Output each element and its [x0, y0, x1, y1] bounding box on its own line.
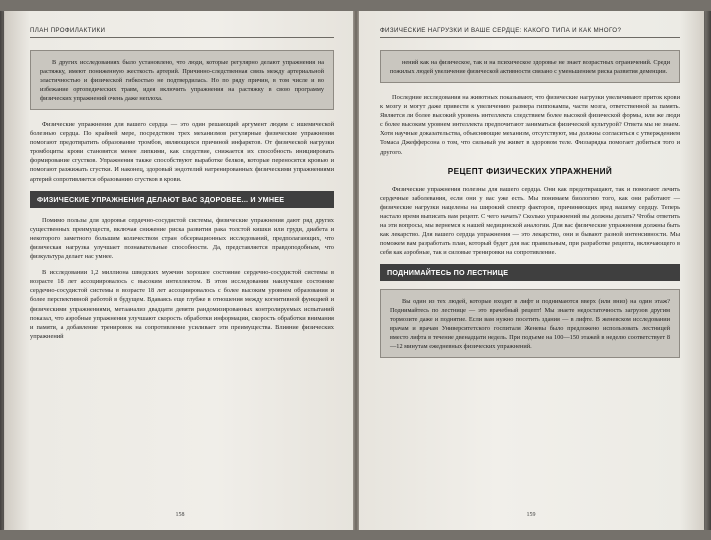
- left-top-callout-box: [30, 50, 334, 110]
- right-paragraph-2: Физические упражнения полезны для вашего сердца. Они как предотвращают, так и помогают лечить сердечные заболевания, если они у вас уже есть. Мы понимаем биологию того, как они работают — физические нагрузки нацелены на широкий спектр факторов, причиняющих вред вашему сердцу. Теперь настало время выписать вам рецепт. С чего начать? Сколько упражнений вы должны делать? Чтобы ответить на эти вопросы, мы вернемся к нашей медицинской аналогии. Для вас физические упражнения должны быть как лекарство. Для вашего сердца упражнения — это лекарство, они и бывают разной интенсивности. Мы поможем вам разработать план, который будет для вас правильным, при разработке рецепта, включающего в себя как аэробные, так и силовые тренировки на сопротивление.: [380, 185, 680, 257]
- right-page: [358, 11, 704, 530]
- spread-shadow-left: [0, 0, 5, 540]
- left-page-number: 158: [175, 512, 185, 518]
- right-running-head: ФИЗИЧЕСКИЕ НАГРУЗКИ И ВАШЕ СЕРДЦЕ: КАКОГО ТИПА И КАК МНОГО?: [380, 27, 680, 38]
- right-box-bottom-text: Вы один из тех людей, которые входят в лифт и поднимаются вверх (или вниз) на один этаж? Поднимайтесь по лестнице — это врачебный рецепт! Мы знаете недостаточность загрузов другим тормозите даже и поднятие. Если вам нужно посетить здания — в лифте. В женевском исследовании врачам и врачам Университетского госпиталя Женевы было предложено использовать лестницей вместо лифта в течение двенадцати недель. При подъеме на 100—150 этажей в неделю соответствует 8—12 минутам ежедневных физических упражнений.: [390, 298, 670, 351]
- right-page-number: 159: [526, 512, 536, 518]
- right-chapter-heading: РЕЦЕПТ ФИЗИЧЕСКИХ УПРАЖНЕНИЙ: [447, 166, 613, 176]
- right-top-callout-box: [380, 50, 680, 83]
- right-box-text: нений как на физическое, так и на психическое здоровье не знает возрастных ограничений. Среди пожилых людей увеличение физической активности связано с уменьшением риска развития деменции.: [390, 59, 670, 75]
- right-paragraph-1: Последние исследования на животных показывают, что физические нагрузки увеличивают приток крови к мозгу и могут даже привести к увеличению размера гиппокампа, части мозга, ответственной за память. Является ли более высокий уровень интеллекта следствием более высокой физической формы, или же люди с более высоким уровнем интеллекта предпочитают заниматься физической культурой? Ответа мы не знаем. Хотя научные доказательства, объясняющие механизм, отсутствуют, мы должны согласиться с утверждением Томаса Джефферсона о том, что сильный ум живет в здоровом теле. Физзарядка помогает добиться того и другого.: [380, 94, 680, 156]
- left-page: [4, 11, 356, 530]
- right-section-heading: ПОДНИМАЙТЕСЬ ПО ЛЕСТНИЦЕ: [380, 264, 680, 281]
- spread-shadow-top: [0, 0, 711, 11]
- spread-shadow-bottom: [0, 530, 711, 540]
- spread-shadow-right: [705, 0, 711, 540]
- book-gutter: [353, 11, 359, 530]
- right-bottom-callout-box: [380, 289, 680, 358]
- left-running-head: ПЛАН ПРОФИЛАКТИКИ: [30, 27, 334, 38]
- left-paragraph-1: Физические упражнения для вашего сердца — это один решающий аргумент людям с ишемической болезнью сердца. По крайней мере, посредством трех механизмов регулярные физические упражнения помогают предотвратить образование тромбов, являющихся причиной инфарктов. От физической нагрузки тромбоциты крови становятся менее липкими, как следствие, снижается их способность инициировать формирование сгустков. Упражнения также способствуют выработке белков, которые переносятся кровью и помогают разжижать сгустки. И наконец, здоровый эндотелий натренированных физическими упражнениями артерий сопротивляется образованию сгустков в крови.: [30, 121, 334, 183]
- left-paragraph-2: Помимо пользы для здоровья сердечно-сосудистой системы, физические упражнения дают ряд других существенных преимуществ, включая снижение риска развития рака толстой кишки или груди, диабета и некоторого заметного большим количеством стран обсервационных исследований, предполагающих, что физическая нагрузка улучшает познавательные способности. Да, представляется правдоподобным, что физкультура делает нас умнее.: [30, 216, 334, 261]
- left-section-heading: ФИЗИЧЕСКИЕ УПРАЖНЕНИЯ ДЕЛАЮТ ВАС ЗДОРОВЕЕ... И УМНЕЕ: [30, 191, 334, 208]
- left-paragraph-3: В исследовании 1,2 миллиона шведских мужчин хорошее состояние сердечно-сосудистой системы в возрасте 18 лет ассоциировалось с высоким интеллектом. В этом исследовании наилучшее состояние сердечно-сосудистой системы в возрасте 18 лет ассоциировалось с более высоким уровнем образования и более перспективной работой в будущем. Вдаваясь еще глубже в отношения между когнитивной функцией и физическими упражнениями, метаанализ двадцати девяти рандомизированных контролируемых испытаний показал, что аэробные упражнения улучшают скорость обработки информации, скорость обработки внимания и памяти, а добавление тренировок на сопротивление усиливает эти преимущества. Влияние физических упражнений: [30, 269, 334, 340]
- left-box-text: В других исследованиях было установлено, что люди, которые регулярно делают упражнения на растяжку, имеют пониженную жесткость артерий. Причинно-следственная связь между артериальной эластичностью и физической гибкостью не подтвердилась. Но по ряду причин, в том числе и во избежание ортопедических травм, идея включить упражнения на растяжку в свою программу физических упражнений очень даже неплоха.: [40, 59, 324, 102]
